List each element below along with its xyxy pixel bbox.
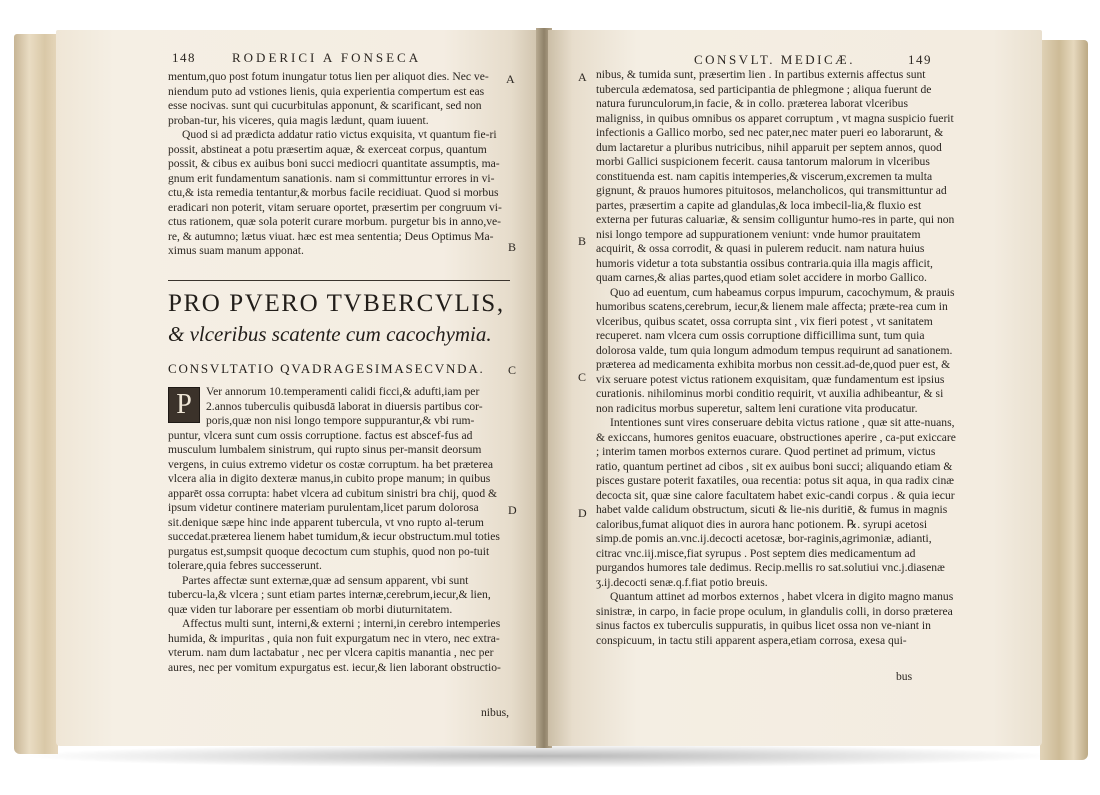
- left-page: [56, 30, 540, 746]
- right-page-text: [596, 68, 956, 648]
- right-running-head: CONSVLT. MEDICÆ.: [694, 52, 855, 67]
- paragraph: mentum,quo post fotum inungatur totus lien per aliquot dies. Nec ve-niendum puto ad vstiones lienis, quia experientia compertum est eas esse nocivas. sunt qui cucurbitulas apponunt, & scarificant, sed non proban-tur, his viceres, quia magis lædunt, quam iuuent.: [168, 70, 489, 127]
- margin-letter-c: C: [508, 363, 517, 377]
- margin-letter-d: D: [508, 503, 517, 517]
- margin-letter-a: A: [578, 70, 587, 84]
- consultation-heading: CONSVLTATIO QVADRAGESIMASECVNDA.: [168, 361, 485, 376]
- catchword: nibus,: [481, 706, 510, 719]
- consultation-subtitle: & vlceribus scatente cum cacochymia.: [168, 322, 492, 346]
- paragraph: Quo ad euentum, cum habeamus corpus impurum, cacochymum, & prauis humoribus scatens,cerebrum, iecur,& lienem male affecta; præte-rea cum in vlceribus, quibus scatet, ossa corrupta sint , vix fieri potest , vt sanitatem recuperet. nam vlcera cum ossis corruptione difficillima sunt, tum quia dolorosa valde, tum quia longum admodum tempus requirunt ad sanationem. præterea ad medicamenta exhibita morbus non cessit.ad-de,quod puer est, & vix seruare potest victus rationem exquisitam, quæ fundamentum est ipsius curationis. nihilominus morbi conditio requirit, vt auxilia adhibeantur, & si non radicitus morbus superetur, saltem leni curatione vita producatur.: [596, 285, 955, 415]
- paragraph: Quod si ad prædicta addatur ratio victus exquisita, vt quantum fie-ri possit, abstineat a potu præsertim aquæ, & exerceat corpus, quantum possit, & cibus ex auibus boni succi mediocri quantitate assumptis, ma-gnum erit fundamentum sanationis. nam si committuntur errores in vi-ctu,& ista remedia tentantur,& morbus facile recidiuat. Quod si morbus eradicari non poterit, vitam seruare oportet, præsertim per congruum vi-ctus rationem, quæ sola poterit curare morbum. purgetur bis in anno,ve-re, & autumno; lætus viuat. hæc est mea sententia; Deus Optimus Ma-ximus suam manum apponat.: [168, 128, 502, 257]
- margin-letter-c: C: [578, 370, 587, 384]
- decorated-initial: P: [168, 387, 200, 423]
- paragraph: Ver annorum 10.temperamenti calidi ficci,& adufti,iam per 2.annos tuberculis quibusdā laborat in diuersis partibus cor-poris,quæ non nisi longo tempore suppurantur,& vbi rum-puntur, vlcera sunt cum ossis corruptione. factus est abscef-fus ad musculum lumbalem sinistrum, qui rupto sinus per-mansit deorsum vergens, in cuius extremo videtur os costæ corruptum. ha bet præterea vlcera alia in digito dexteræ manus,in cubito prope manum; in quibus apparēt ossa corrupta: habet vlcera ad cubitum sinistri bra chij, quod & ipsum videtur continere materiam purulentam,licet parum dolorosa sit.denique sæpe hinc inde apparent tubercula, vt vno rupto al-terum succedat.præterea lienem habet tumidum,& iecur obstructum.mul toties purgatus est,sumpsit quoque decoctum cum stuphis, quod non po-tuit tolerare,quia febres successerunt.: [168, 385, 500, 572]
- left-page-edges: [14, 34, 58, 754]
- margin-letter-a: A: [506, 72, 515, 86]
- right-page-number: 149: [908, 52, 932, 67]
- left-running-head: RODERICI A FONSECA: [232, 50, 422, 65]
- paragraph: Partes affectæ sunt externæ,quæ ad sensum apparent, vbi sunt tubercu-la,& vlcera ; sunt etiam partes internæ,cerebrum,iecur,& lien, quæ viden tur laborare per essentiam ob morbi diuturnitatem.: [168, 573, 491, 616]
- paragraph: Affectus multi sunt, interni,& externi ; interni,in cerebro intemperies humida, & impuritas , quia non fuit expurgatum nec in vtero, nec extra-vterum. nam dum lactabatur , nec per vlcera capitis manantia , nec per aures, nec per vomitum expurgatus est. iecur,& lien laborant obstructio-: [168, 617, 501, 674]
- section-rule: [168, 280, 510, 281]
- margin-letter-b: B: [578, 234, 587, 248]
- margin-letter-d: D: [578, 506, 587, 520]
- left-top-text: [168, 70, 502, 259]
- catchword: bus: [896, 670, 913, 683]
- consultation-title: PRO PVERO TVBERCVLIS,: [168, 290, 505, 317]
- right-page-edges: [1040, 40, 1088, 760]
- paragraph: Intentiones sunt vires conseruare debita victus ratione , quæ sit atte-nuans, & exiccans, humores genitos euacuare, obstructiones aperire , ca-put exiccare ; interim tamen morbos externos curare. Quod pertinet ad primum, victus ratio, quantum pertinet ad cibos , sit ex auibus boni succi; aliquando etiam & pisces gustare poterit faxatiles, oua recentia: potus sit aqua, in qua radix cinæ decocta sit, quæ sine calore facultatem habet exic-candi corpus . & quia iecur habet valde calidum obstructum, sicuti & lie-nis duritiē, & fumus in magnis caloribus,fumat aliquot dies in aurora hanc potionem. ℞. syrupi acetosi simp.de pomis an.vnc.ij.decocti acetosæ, bor-raginis,agrimoniæ, adianti, citrac vnc.iij.misce,fiat syrupus . Post septem dies medicamentum ad purgandos humores tale dedimus. Recip.mellis ro sat.solutiui vnc.j.diasenæ ʒ.ij.decocti senæ.q.f.fiat potio breuis.: [596, 416, 956, 589]
- left-consult-text: [168, 385, 504, 675]
- paragraph: nibus, & tumida sunt, præsertim lien . In partibus externis affectus sunt tubercula ædematosa, sed participantia de phlegmone ; aliqua fuerunt de natura furunculorum,in facie, & in collo. præterea laborat vlceribus maligniss, in quibus omnibus os apparet corruptum , vt magna suspicio fuerit infectionis a Gallico morbo, sed nec pater,nec mater pueri eo laborarunt, & dum lactaretur a pluribus nutricibus, nihil apparuit per septem annos, quod morbi Gallici suspicionem fecerit. causa tantorum malorum in vlceribus constituenda est. nam capitis intemperies,& viscerum,excremen ta multa gignunt, & prauos humores pituitosos, melancholicos, qui transmittuntur ad partes, præsertim a capite ad glandulas,& loca imbecil-lia,& fluxio est externa per futuras caluariæ, & sensim colliguntur humo-res in parte, qui non nisi longo tempore ad suppurationem veniunt: vnde humor prauitatem acquirit, & ossa corrodit, & quasi in pulerem reducit. nam natura huius humoris videtur a tota substantia ossibus contraria.quia illa magis afficit, quam carnes,& alias partes,quod etiam solet accidere in morbo Gallico.: [596, 68, 955, 284]
- margin-letter-b: B: [508, 240, 517, 254]
- paragraph: Quantum attinet ad morbos externos , habet vlcera in digito magno manus sinistræ, in carpo, in facie prope oculum, in glandulis colli, in dorso præterea sinus factos ex tuberculis suppuratis, in quibus licet ossa non ve-niant in conspicuum, in tactu stili apparent aspera,etiam corrosa, exesa qui-: [596, 590, 954, 647]
- right-page: [548, 30, 1042, 746]
- left-page-number: 148: [172, 50, 196, 65]
